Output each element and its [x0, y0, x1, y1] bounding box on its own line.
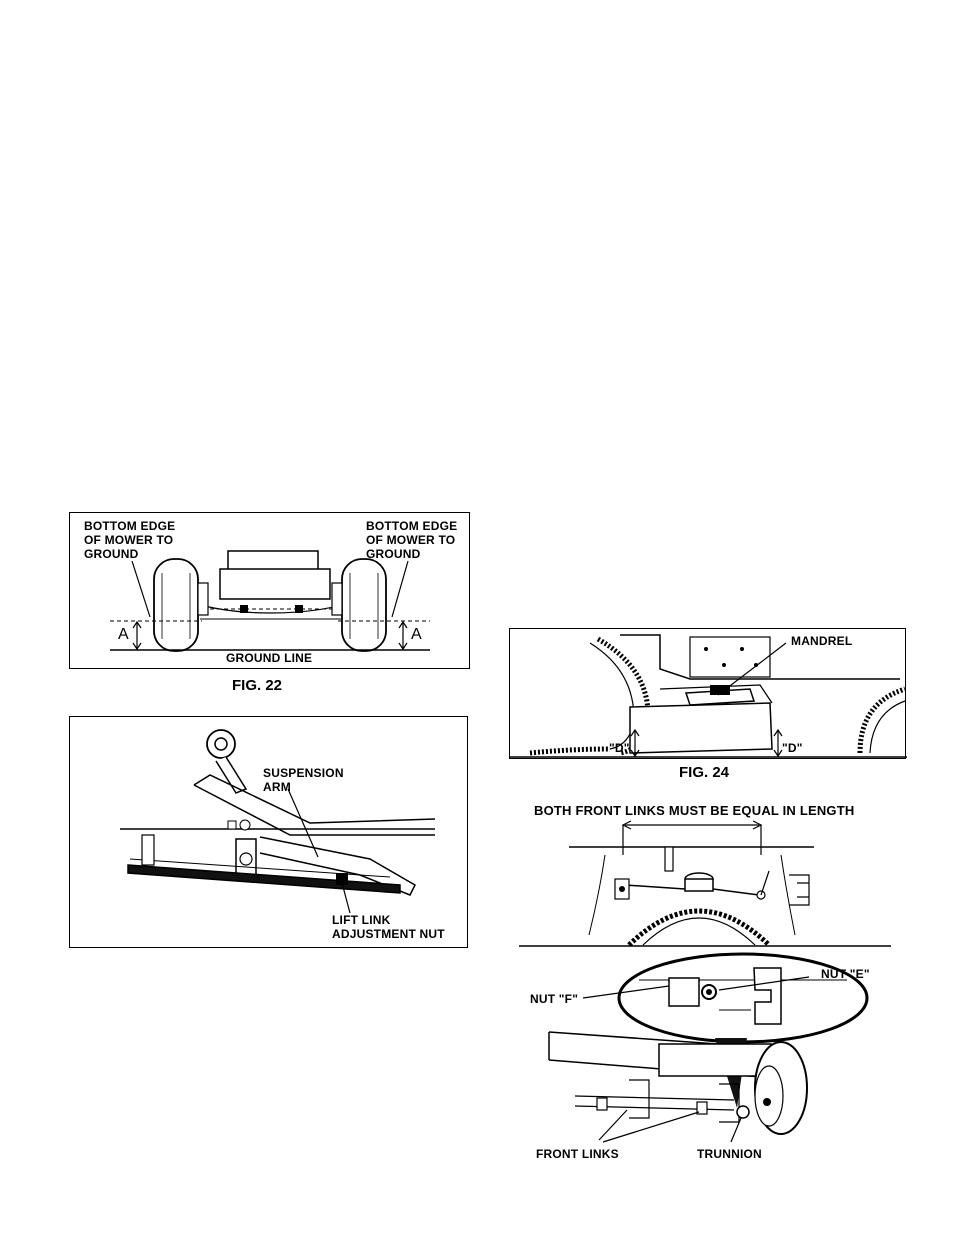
- fig25-heading: BOTH FRONT LINKS MUST BE EQUAL IN LENGTH: [534, 803, 855, 818]
- fig25-label-trunnion: TRUNNION: [697, 1147, 762, 1161]
- fig25-upper-view: [519, 815, 891, 950]
- fig24-caption: FIG. 24: [679, 764, 730, 781]
- fig22-frame: [69, 512, 470, 669]
- fig23-label-lift-link-nut: LIFT LINK ADJUSTMENT NUT: [332, 913, 445, 941]
- fig22-label-left: BOTTOM EDGE OF MOWER TO GROUND: [84, 519, 176, 561]
- fig25-upper-drawing: [519, 815, 891, 950]
- fig25-lower-drawing: [519, 950, 891, 1160]
- fig25-lower-view: [519, 950, 891, 1160]
- fig25-label-nut-e: NUT "E": [821, 967, 870, 981]
- fig24-dim-left: "D": [609, 741, 630, 755]
- fig22-caption: FIG. 22: [232, 677, 283, 694]
- fig24-frame: [509, 628, 906, 759]
- fig24-drawing: [510, 629, 907, 760]
- fig25-label-nut-f: NUT "F": [530, 992, 579, 1006]
- fig22-dim-left: A: [118, 626, 129, 643]
- fig24-label-mandrel: MANDREL: [791, 634, 853, 648]
- fig23-frame: [69, 716, 468, 948]
- fig22-label-right: BOTTOM EDGE OF MOWER TO GROUND: [366, 519, 458, 561]
- fig23-label-suspension-arm: SUSPENSION ARM: [263, 766, 344, 794]
- fig25-label-front-links: FRONT LINKS: [536, 1147, 619, 1161]
- fig22-dim-right: A: [411, 626, 422, 643]
- fig22-ground-line: GROUND LINE: [226, 651, 313, 665]
- fig24-dim-right: "D": [782, 741, 803, 755]
